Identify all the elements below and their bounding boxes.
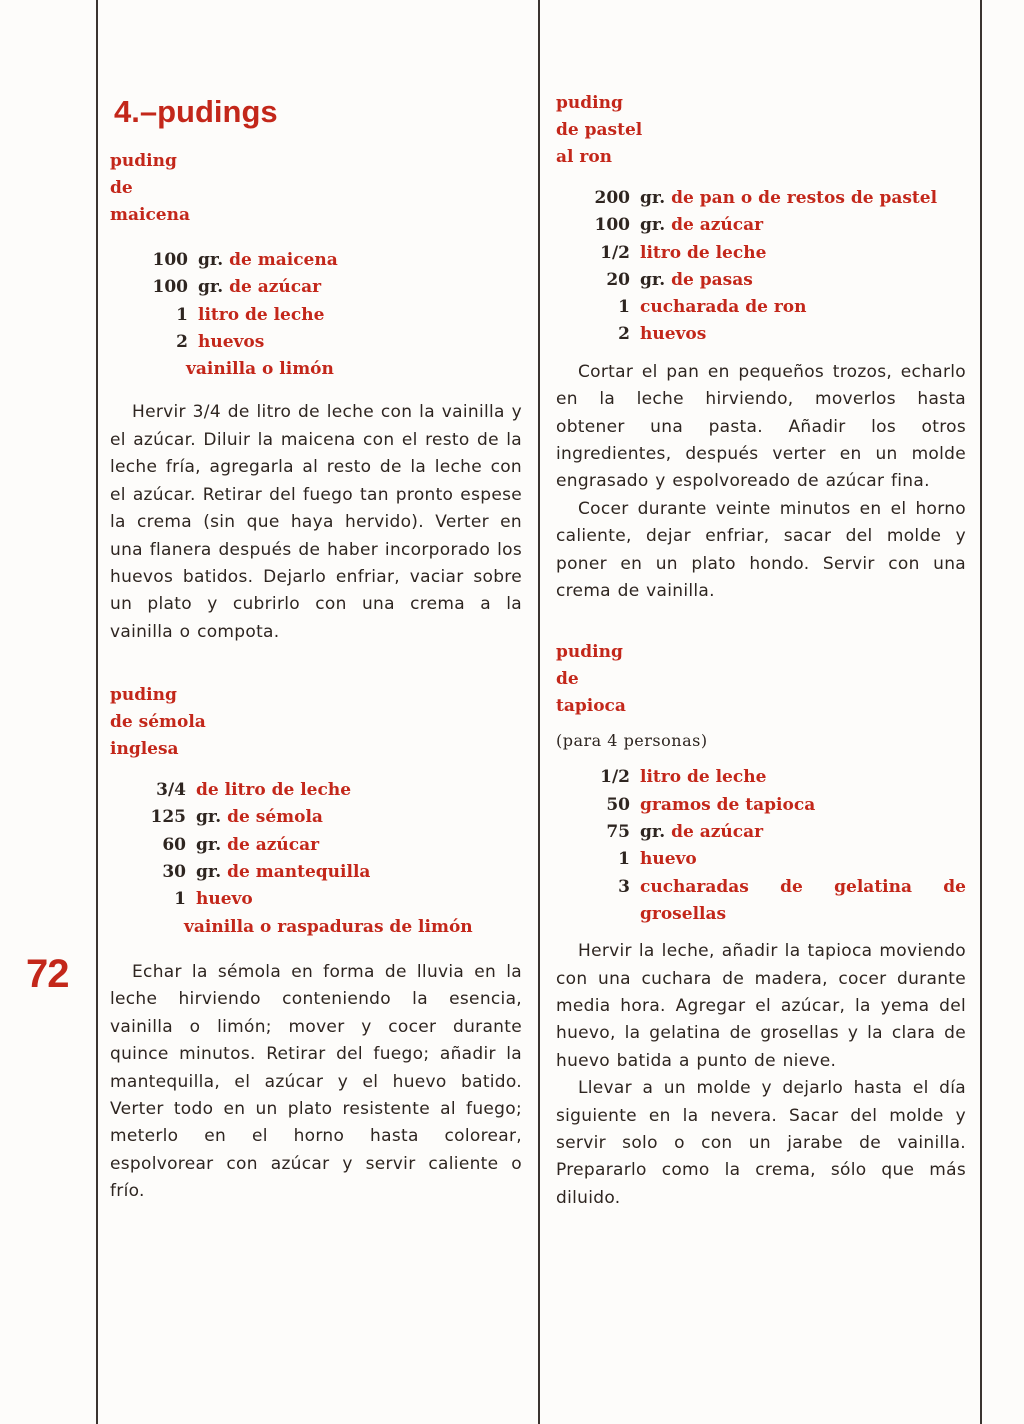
servings-note: (para 4 personas) [556, 731, 708, 751]
ingredient-item [110, 356, 522, 383]
ingredient-item [556, 212, 966, 239]
ingredient-qty: 1 [618, 297, 630, 318]
ingredient-item [556, 792, 966, 819]
ingredient-qty: 30 [162, 862, 186, 883]
ingredient-item [110, 777, 522, 804]
ingredient-qty: 75 [606, 822, 630, 843]
ingredient-unit: gr. [198, 277, 224, 298]
recipe-title [110, 682, 522, 763]
ingredient-qty: 200 [594, 188, 630, 208]
ingredient-text: de azúcar [227, 834, 320, 855]
ingredient-text: de maicena [229, 250, 338, 270]
ingredient-item [110, 302, 522, 329]
ingredient-qty: 125 [150, 807, 186, 828]
ingredient-text: huevo [640, 849, 697, 870]
ingredient-list [556, 764, 966, 928]
column-divider-rule [538, 0, 540, 1424]
ingredient-text: litro de leche [640, 242, 767, 263]
ingredient-qty: 1 [176, 304, 188, 325]
ingredient-item [556, 819, 966, 846]
left-margin-rule [96, 0, 98, 1424]
recipe-title-line: maicena [110, 205, 191, 225]
ingredient-unit: gr. [196, 862, 222, 883]
ingredient-qty: 100 [594, 215, 630, 236]
ingredient-text: cucharada de ron [640, 297, 807, 318]
ingredient-item [556, 267, 966, 294]
recipe-puding-de-tapioca [556, 639, 966, 1212]
ingredient-item [556, 764, 966, 791]
ingredient-item [110, 247, 522, 274]
ingredient-qty: 3/4 [156, 780, 186, 801]
recipe-instructions: Hervir 3/4 de litro de leche con la vainilla y el azúcar. Diluir la maicena con el resto de la leche fría, agregarla al resto de la leche con el azúcar. Retirar del fuego tan pronto espese la crema (sin que haya hervido). Verter en una flanera después de haber incorporado los huevos batidos. Dejarlo enfriar, vaciar sobre un plato y cubrirlo con una crema a la vainilla o compota. [110, 402, 522, 642]
recipe-title [110, 148, 522, 229]
ingredient-text: huevos [640, 324, 707, 345]
recipe-instructions: Cortar el pan en pequeños trozos, echarlo en la leche hirviendo, moverlos hasta obtener una pasta. Añadir los otros ingredientes, después verter en un molde engrasado y espolvoreado de azúcar fina. [556, 361, 966, 492]
ingredient-qty: 2 [618, 324, 630, 345]
recipe-title-line: de [556, 669, 579, 690]
ingredient-item [110, 832, 522, 859]
ingredient-unit: gr. [640, 215, 666, 236]
ingredient-qty: 1/2 [600, 242, 630, 263]
ingredient-qty: 1 [618, 849, 630, 870]
recipe-title-line: tapioca [556, 696, 626, 717]
recipe-title-line: de sémola [110, 712, 206, 733]
ingredient-item [556, 294, 966, 321]
recipe-title-line: de [110, 178, 133, 198]
ingredient-text: gramos de tapioca [640, 794, 816, 815]
ingredient-item [110, 274, 522, 301]
ingredient-item [110, 804, 522, 831]
ingredient-text: huevos [198, 331, 265, 352]
ingredient-text: litro de leche [640, 767, 767, 788]
ingredient-text: de litro de leche [196, 780, 352, 801]
ingredient-item [556, 846, 966, 873]
ingredient-item [110, 914, 522, 941]
recipe-instructions: Llevar a un molde y dejarlo hasta el día siguiente en la nevera. Sacar del molde y servir solo o con un jarabe de vainilla. Prepararlo como la crema, sólo que más diluido. [556, 1078, 966, 1208]
recipe-instructions: Cocer durante veinte minutos en el horno caliente, dejar enfriar, sacar del molde y poner en un plato hondo. Servir con una crema de vainilla. [556, 498, 966, 602]
ingredient-qty: 60 [162, 834, 186, 855]
ingredient-unit: gr. [640, 188, 666, 208]
recipe-title-line: puding [110, 151, 177, 171]
section-title: 4.–pudings [114, 94, 278, 129]
ingredient-qty: 100 [152, 277, 188, 298]
ingredient-qty: 3 [618, 876, 630, 897]
ingredient-item [110, 859, 522, 886]
right-column [556, 0, 966, 1212]
ingredient-text: huevo [196, 889, 253, 910]
recipe-puding-de-pastel-al-ron [556, 90, 966, 605]
ingredient-text: de azúcar [671, 822, 764, 843]
ingredient-text: de pan o de restos de pastel [671, 188, 938, 208]
ingredient-unit: gr. [640, 822, 666, 843]
ingredient-text: de pasas [671, 269, 753, 290]
ingredient-text: de sémola [227, 807, 323, 828]
ingredient-list [110, 777, 522, 941]
ingredient-item [110, 886, 522, 913]
page-number: 72 [26, 952, 69, 996]
ingredient-qty: 2 [176, 331, 188, 352]
recipe-title-line: de pastel [556, 120, 643, 140]
left-column [110, 0, 522, 1206]
ingredient-unit: gr. [198, 250, 224, 270]
ingredient-list [556, 185, 966, 349]
ingredient-unit: gr. [196, 834, 222, 855]
ingredient-text: vainilla o raspaduras de limón [184, 916, 473, 937]
ingredient-item [556, 240, 966, 267]
recipe-puding-de-maicena [110, 148, 522, 646]
ingredient-list [110, 247, 522, 383]
ingredient-qty: 1 [174, 889, 186, 910]
recipe-title-line: puding [556, 93, 623, 113]
recipe-instructions: Echar la sémola en forma de lluvia en la leche hirviendo conteniendo la esencia, vainilla o limón; mover y cocer durante quince minutos. Retirar del fuego; añadir la mantequilla, el azúcar y el huevo batido. Verter todo en un plato resistente al fuego; meterlo en el horno hasta colorear, espolvorear con azúcar y servir caliente o frío. [110, 961, 522, 1202]
ingredient-item [556, 185, 966, 212]
ingredient-qty: 50 [606, 794, 630, 815]
ingredient-text: cucharadas de gelatina de grosellas [640, 876, 966, 924]
ingredient-text: vainilla o limón [186, 359, 334, 380]
recipe-title-line: al ron [556, 147, 613, 167]
recipe-title-line: puding [556, 642, 623, 663]
recipe-puding-de-semola-inglesa [110, 682, 522, 1205]
ingredient-item [556, 874, 966, 929]
recipe-instructions: Hervir la leche, añadir la tapioca moviendo con una cuchara de madera, cocer durante media hora. Agregar el azúcar, la yema del huevo, la gelatina de grosellas y la clara de huevo batida a punto de nieve. [556, 941, 966, 1071]
recipe-title [556, 639, 966, 720]
right-margin-rule [980, 0, 982, 1424]
ingredient-qty: 100 [152, 250, 188, 270]
ingredient-text: litro de leche [198, 304, 325, 325]
ingredient-text: de azúcar [229, 277, 322, 298]
recipe-title [556, 90, 966, 171]
ingredient-qty: 20 [606, 269, 630, 290]
ingredient-qty: 1/2 [600, 767, 630, 788]
recipe-title-line: puding [110, 685, 177, 706]
recipe-title-line: inglesa [110, 739, 179, 760]
ingredient-item [110, 329, 522, 356]
ingredient-text: de mantequilla [227, 862, 371, 883]
ingredient-unit: gr. [196, 807, 222, 828]
ingredient-text: de azúcar [671, 215, 764, 236]
ingredient-item [556, 321, 966, 348]
ingredient-unit: gr. [640, 269, 666, 290]
